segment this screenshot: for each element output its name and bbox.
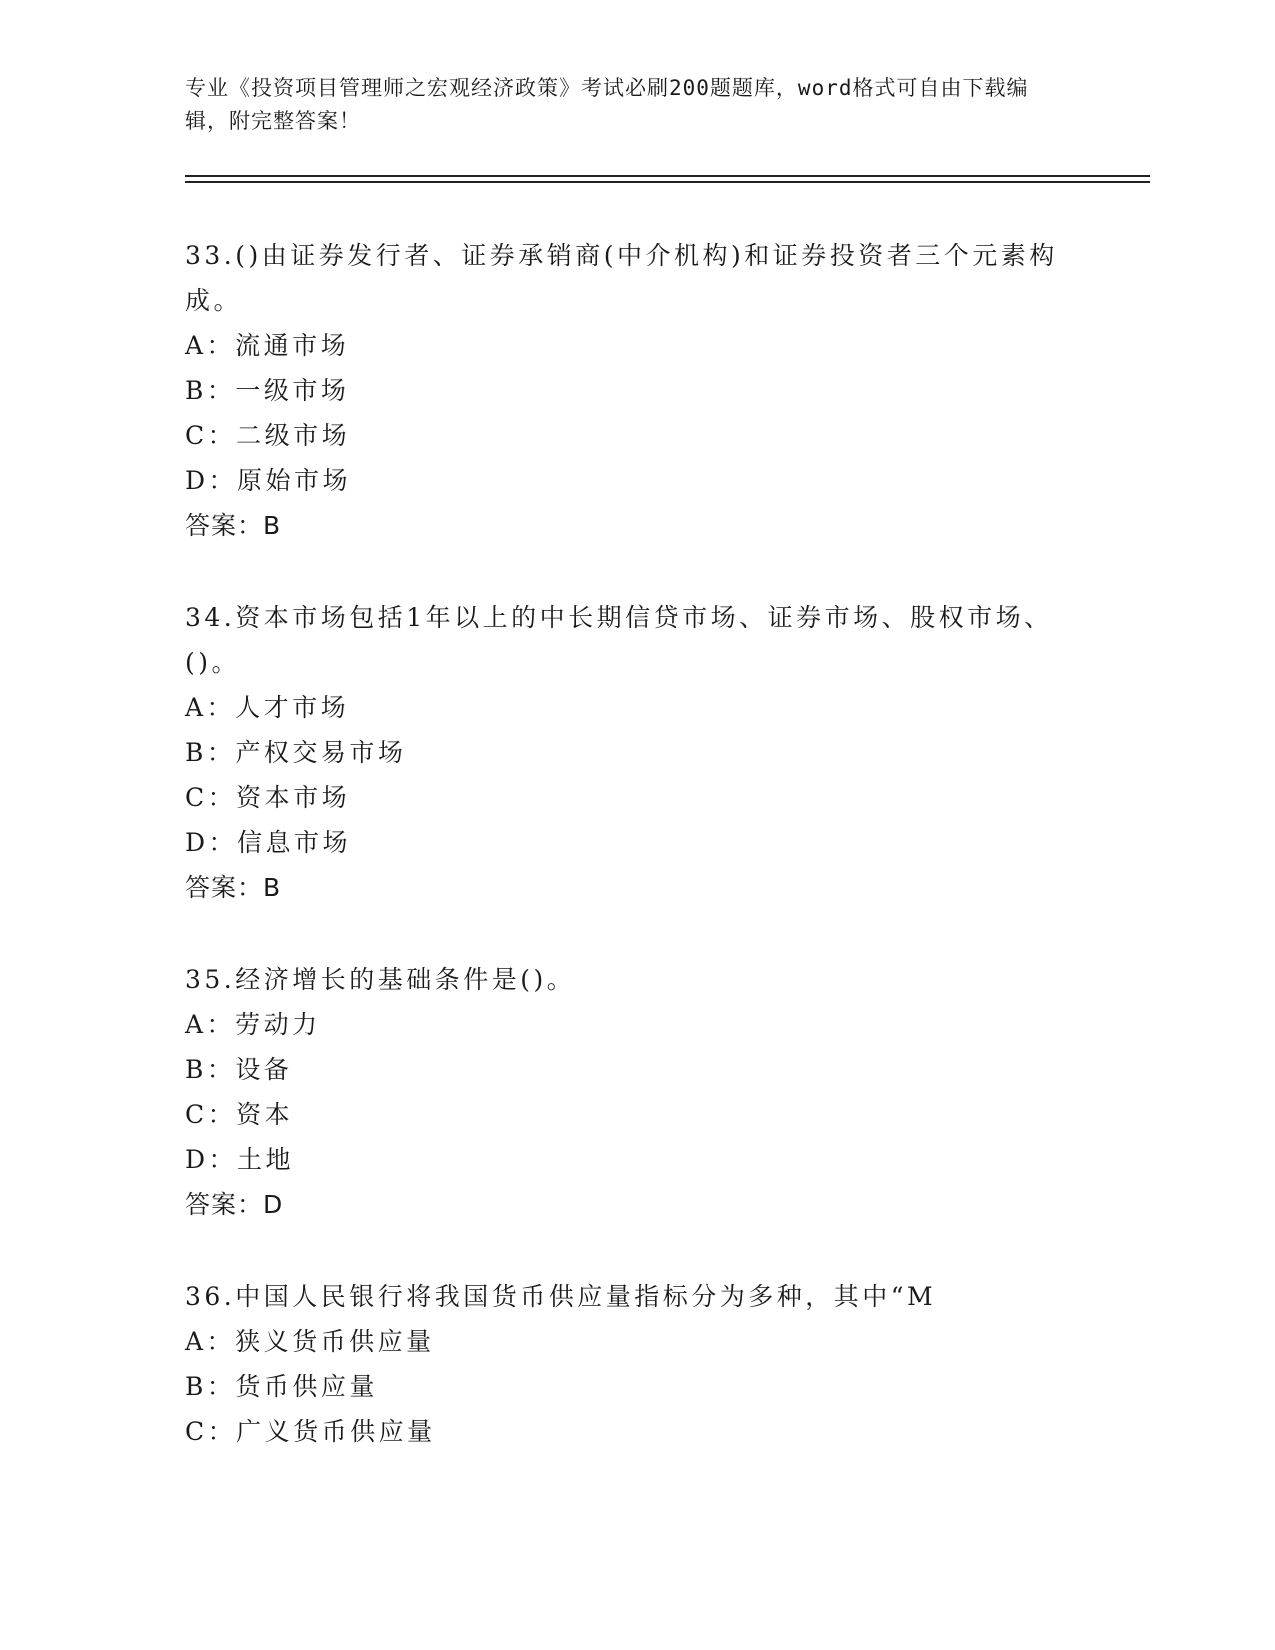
option-b xyxy=(185,1364,1085,1409)
option-text: 二级市场 xyxy=(236,421,351,450)
option-text: 资本市场 xyxy=(236,783,351,812)
answer-line: 答案：D xyxy=(185,1190,284,1219)
option-key: A： xyxy=(185,693,236,722)
option-key: B： xyxy=(185,376,236,405)
option-text: 货币供应量 xyxy=(235,1372,378,1401)
option-key: B： xyxy=(185,1055,236,1084)
question-spacer xyxy=(185,910,1085,957)
option-key: A： xyxy=(185,331,236,360)
option-a xyxy=(185,1319,1085,1364)
option-key: D： xyxy=(185,1145,238,1174)
option-key: C： xyxy=(185,1100,237,1129)
option-key: C： xyxy=(185,1417,237,1446)
option-a xyxy=(185,685,1085,730)
option-a xyxy=(185,1002,1085,1047)
option-key: D： xyxy=(185,466,238,495)
question-text: ()由证券发行者、证券承销商(中介机构)和证券投资者三个元素构成。 xyxy=(185,241,1058,315)
answer-line: 答案：B xyxy=(185,873,282,902)
option-d xyxy=(185,820,1085,865)
option-key: A： xyxy=(185,1010,236,1039)
option-d xyxy=(185,1137,1085,1182)
option-b xyxy=(185,1047,1085,1092)
option-c xyxy=(185,1092,1085,1137)
document-header: 专业《投资项目管理师之宏观经济政策》考试必刷200题题库，word格式可自由下载编辑，附完整答案！ xyxy=(185,76,1029,133)
option-key: C： xyxy=(185,783,237,812)
option-text: 劳动力 xyxy=(235,1010,321,1039)
question-spacer xyxy=(185,548,1085,595)
option-key: C： xyxy=(185,421,237,450)
question-stem xyxy=(185,957,1085,1002)
question-text: 经济增长的基础条件是()。 xyxy=(235,965,576,994)
header-divider-top xyxy=(185,175,1150,177)
option-text: 流通市场 xyxy=(235,331,350,360)
question-stem xyxy=(185,233,1085,323)
question-stem xyxy=(185,1274,1085,1319)
option-text: 狭义货币供应量 xyxy=(235,1327,435,1356)
option-text: 资本 xyxy=(236,1100,294,1129)
question-number: 35. xyxy=(185,965,236,994)
option-text: 原始市场 xyxy=(237,466,352,495)
question-35 xyxy=(185,957,1085,1227)
question-list xyxy=(185,233,1085,1454)
question-text: 资本市场包括1年以上的中长期信贷市场、证券市场、股权市场、()。 xyxy=(185,603,1053,677)
question-36 xyxy=(185,1274,1085,1454)
option-text: 土地 xyxy=(237,1145,295,1174)
option-b xyxy=(185,368,1085,413)
option-b xyxy=(185,730,1085,775)
question-stem xyxy=(185,595,1085,685)
answer-line: 答案：B xyxy=(185,511,282,540)
question-text: 中国人民银行将我国货币供应量指标分为多种，其中“M xyxy=(235,1282,937,1311)
option-c xyxy=(185,775,1085,820)
question-number: 36. xyxy=(185,1282,236,1311)
option-key: B： xyxy=(185,1372,236,1401)
option-key: B： xyxy=(185,738,236,767)
question-number: 34. xyxy=(185,603,236,632)
question-33 xyxy=(185,233,1085,548)
option-a xyxy=(185,323,1085,368)
question-number: 33. xyxy=(185,241,236,270)
option-key: A： xyxy=(185,1327,236,1356)
header-divider-bottom xyxy=(185,181,1150,183)
option-text: 人才市场 xyxy=(235,693,350,722)
option-text: 一级市场 xyxy=(235,376,350,405)
question-34 xyxy=(185,595,1085,910)
option-text: 广义货币供应量 xyxy=(236,1417,436,1446)
option-key: D： xyxy=(185,828,238,857)
option-d xyxy=(185,458,1085,503)
option-text: 产权交易市场 xyxy=(235,738,407,767)
option-c xyxy=(185,413,1085,458)
option-text: 信息市场 xyxy=(237,828,352,857)
option-text: 设备 xyxy=(235,1055,293,1084)
question-spacer xyxy=(185,1227,1085,1274)
option-c xyxy=(185,1409,1085,1454)
